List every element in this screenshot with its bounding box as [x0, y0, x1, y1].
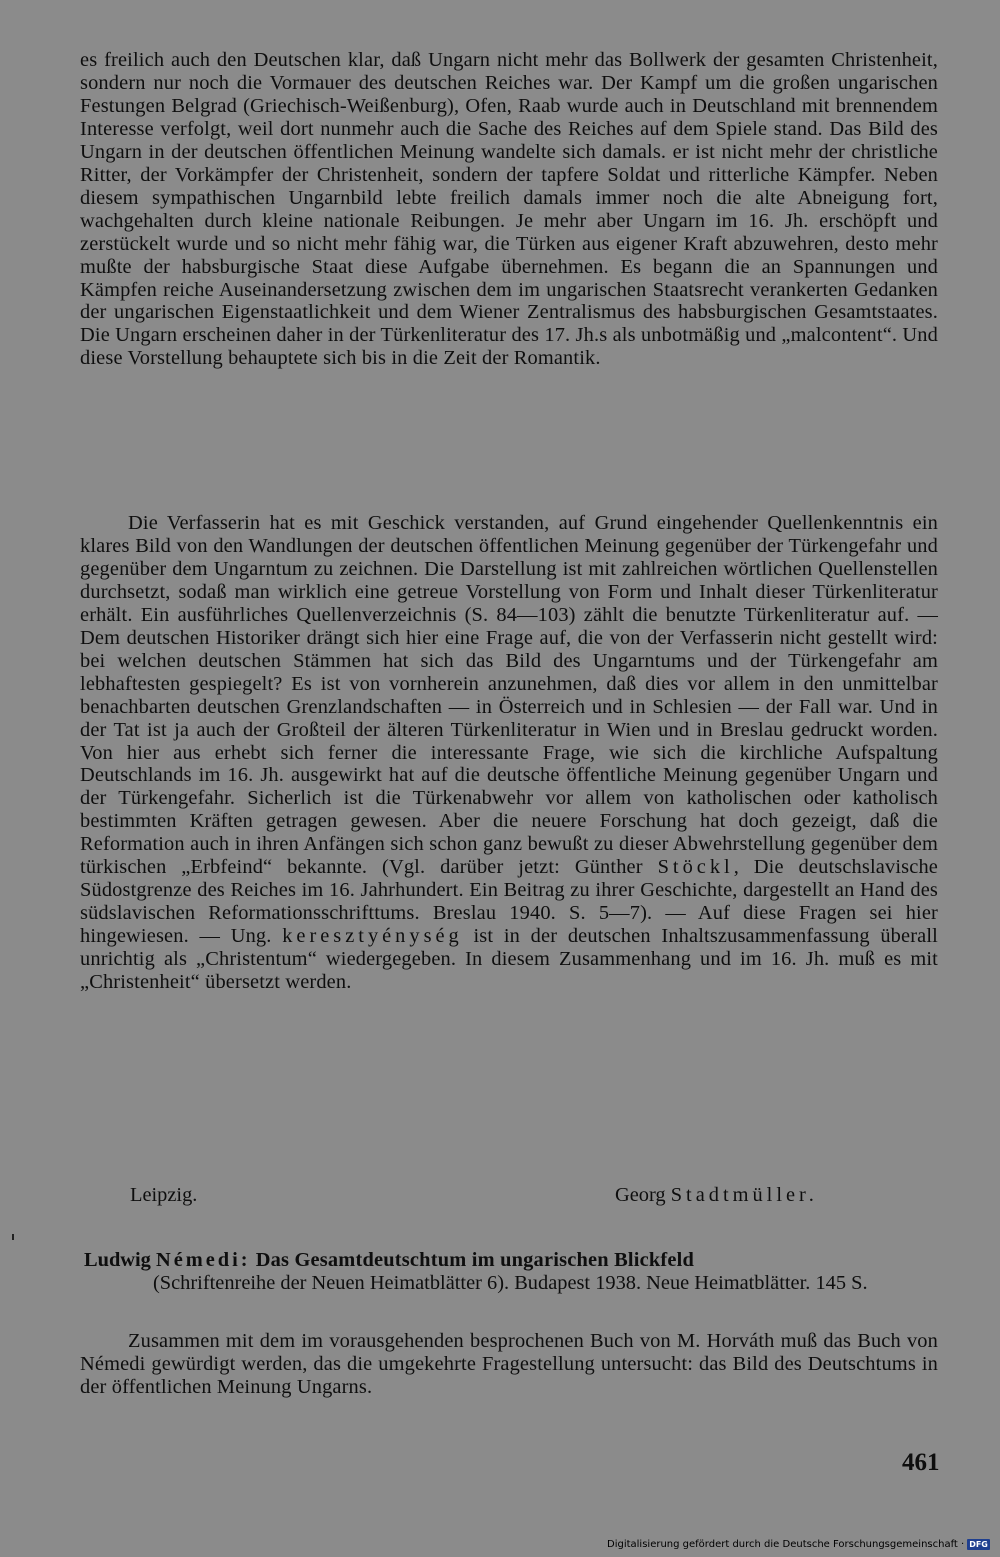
- reviewed-book-details: (Schriftenreihe der Neuen Heimatblätter 6). Budapest 1938. Neue Heimatblätter. 145 S.: [153, 1271, 868, 1294]
- paragraph-text: Zusammen mit dem im vorausgehenden besprochenen Buch von M. Horváth muß das Buch von Némedi gewürdigt werden, das die umgekehrte Fragestellung untersucht: das Bild des Deutschtums in der öffentlichen Meinung Ungarns.: [80, 1330, 938, 1398]
- text-run: ist in der deutschen Inhaltszusammenfassung überall unrichtig als „Christentum“ wiedergegeben. In diesem Zusammenhang und im 16. Jh. muß es mit „Christenheit“ übersetzt werden.: [80, 925, 939, 994]
- reviewed-author-last: Némedi:: [155, 1249, 251, 1271]
- signature-author: [615, 1183, 818, 1207]
- text-run: , Die deutschslavische Südostgrenze des Reiches im 16. Jahrhundert. Ein Beitrag zu ihrer Geschichte, dargestellt an Hand des südslavischen Reformationsschrifttums. Breslau 1940. S. 5—7). — Auf diese Fragen sei hier hingewiesen. — Ung.: [80, 856, 938, 948]
- paragraph-text: es freilich auch den Deutschen klar, daß Ungarn nicht mehr das Bollwerk der gesamten Christenheit, sondern nur noch die Vormauer des deutschen Reiches war. Der Kampf um die großen ungarischen Festungen Belgrad (Griechisch-Weißenburg), Ofen, Raab wurde auch in Deutschland mit brennendem Interesse verfolgt, weil dort nunmehr auch die Sache des Reiches auf dem Spiele stand. Das Bild des Ungarn in der deutschen öffentlichen Meinung wandelte sich damals. er ist nicht mehr der christliche Ritter, der Vorkämpfer der Christenheit, sondern der tapfere Soldat und ritterliche Kämpfer. Neben diesem sympathischen Ungarnbild lebte freilich damals immer noch die alte Abneigung fort, wachgehalten durch kleine nationale Reibungen. Je mehr aber Ungarn im 16. Jh. erschöpft und zerstückelt wurde und so nicht mehr fähig war, die Türken aus eigener Kraft abzuwehren, desto mehr mußte der habsburgische Staat diese Aufgabe übernehmen. Es begann die an Spannungen und Kämpfen reiche Auseinandersetzung zwischen dem im ungarischen Staatsrecht verankerten Gedanken der ungarischen Eigenstaatlichkeit und dem Wiener Zentralismus des habsburgischen Gesamtstaates. Die Ungarn erscheinen daher in der Türkenliteratur des 17. Jh.s als unbotmäßig und „malcontent“. Und diese Vorstellung behauptete sich bis in die Zeit der Romantik.: [80, 49, 938, 370]
- hungarian-term: keresztyénység: [282, 925, 463, 948]
- text-run: Die Verfasserin hat es mit Geschick verstanden, auf Grund eingehender Quellenkenntnis ein klares Bild von den Wandlungen der deutschen öffentlichen Meinung gegenüber der Türkengefahr und gegenüber dem Ungarntum zu zeichnen. Die Darstellung ist mit zahlreichen wörtlichen Quellenstellen durchsetzt, sodaß man wirklich eine getreue Vorstellung von Form und Inhalt dieser Türkenliteratur erhält. Ein ausführliches Quellenverzeichnis (S. 84—103) zählt die benutzte Türkenliteratur auf. — Dem deutschen Historiker drängt sich hier eine Frage auf, die von der Verfasserin nicht gestellt wird: bei welchen deutschen Stämmen hat sich das Bild des Ungarntums und der Türkengefahr am lebhaftesten gespiegelt? Es ist von vornherein anzunehmen, daß dies vor allem in den unmittelbar benachbarten deutschen Grenzlandschaften — in Österreich und in Schlesien — der Fall war. Und in der Tat ist ja auch der Großteil der älteren Türkenliteratur in Wien und in Breslau gedruckt worden. Von hier aus erhebt sich ferner die interessante Frage, wie sich die kirchliche Aufspaltung Deutschlands im 16. Jh. ausgewirkt hat auf die deutsche öffentliche Meinung gegenüber Ungarn und der Türkengefahr. Sicherlich ist die Türkenabwehr vor allem von katholischen oder katholisch bestimmten Kräften getragen gewesen. Aber die neuere Forschung hat doch gezeigt, daß die Reformation auch in ihren Anfängen sich schon ganz bewußt zu dieser Abwehrstellung gegenüber dem türkischen „Erbfeind“ bekannte. (Vgl. darüber jetzt: Günther: [80, 512, 938, 879]
- dfg-logo-icon: DFG: [969, 1540, 988, 1549]
- author-last-name: Stadtmüller.: [670, 1184, 818, 1206]
- paragraph-text: [80, 512, 938, 994]
- body-paragraph-2: [80, 512, 938, 994]
- review-heading: [84, 1249, 942, 1295]
- footer-credit: Digitalisierung gefördert durch die Deutsche Forschungsgemeinschaft ·: [607, 1539, 965, 1550]
- body-paragraph-1: [80, 49, 938, 370]
- signature-place: Leipzig.: [130, 1184, 198, 1206]
- review-heading-line: [84, 1249, 942, 1272]
- author-first-name: Georg: [615, 1184, 666, 1206]
- scan-mark: [12, 1234, 14, 1240]
- reviewed-author-first: Ludwig: [84, 1249, 151, 1271]
- digitization-footer: [607, 1539, 990, 1550]
- reviewed-book-title: Das Gesamtdeutschtum im ungarischen Blickfeld: [255, 1249, 695, 1271]
- cited-author-name: Stöckl: [657, 856, 734, 879]
- body-paragraph-3: [80, 1330, 938, 1399]
- page-number: 461: [902, 1449, 940, 1476]
